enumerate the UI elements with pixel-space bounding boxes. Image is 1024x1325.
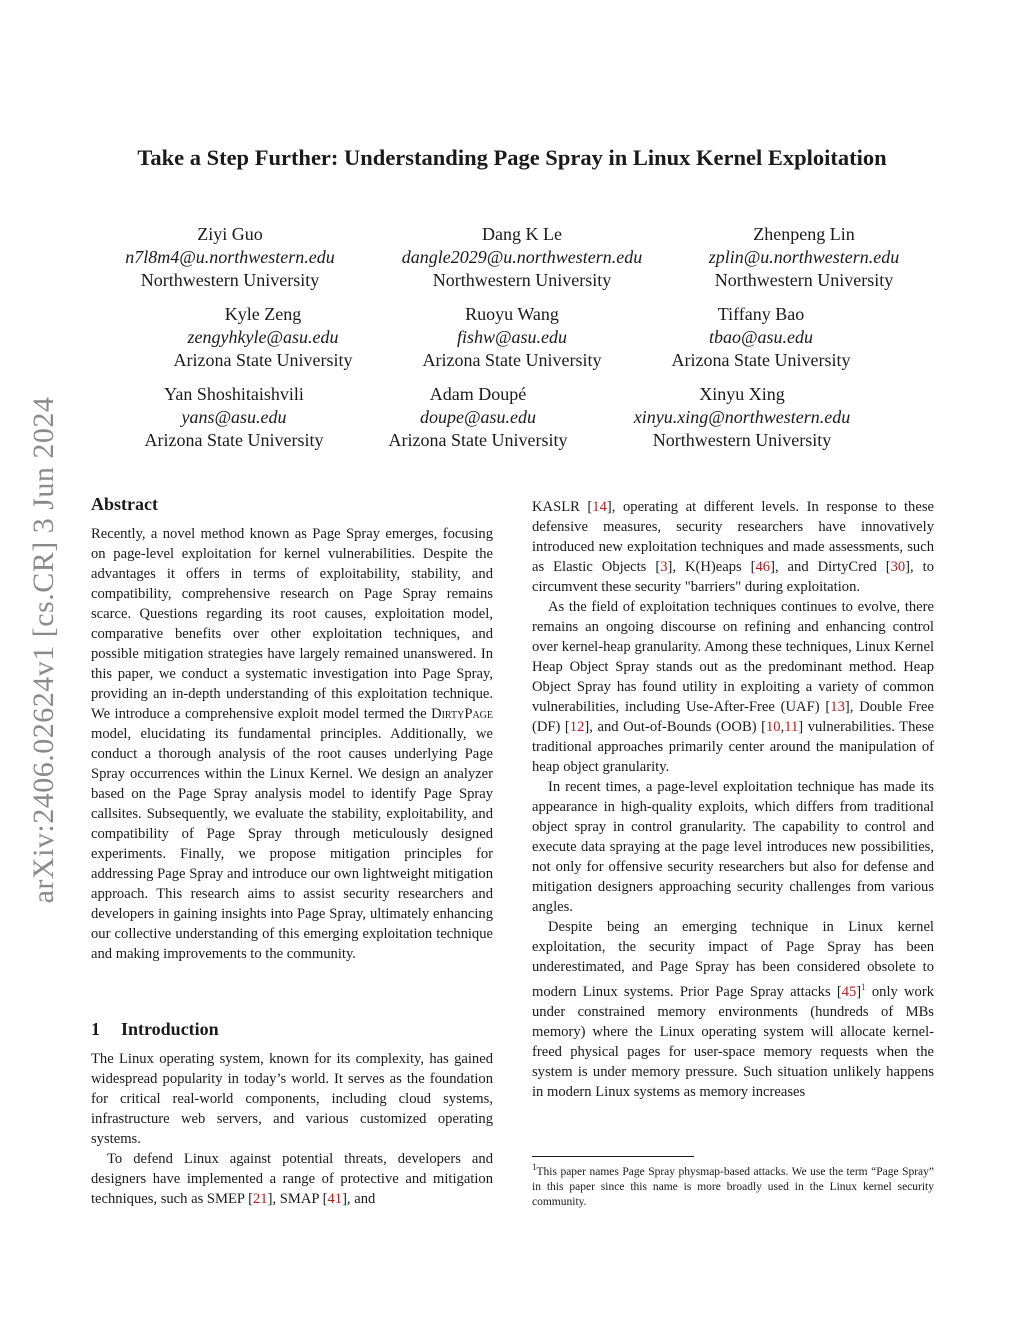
author-email: fishw@asu.edu	[456, 327, 568, 347]
section-number: 1	[91, 1019, 100, 1039]
citation-link[interactable]: 46	[755, 559, 771, 575]
citation-link[interactable]: 13	[830, 699, 845, 715]
intro-paragraph	[532, 597, 934, 777]
footnote-text: This paper names Page Spray physmap-based attacks. We use the term “Page Spray” in this paper since this name is more broadly used in the Linux kernel security community.	[532, 1165, 934, 1208]
author-name: Xinyu Xing	[699, 384, 785, 404]
intro-paragraph: In recent times, a page-level exploitation technique has made its appearance in high-quality exploits, which differs from traditional object spray in control granularity. The capability to control and execute data spraying at the page level introduces new possibilities, not only for offensive security researchers but also for defense and mitigation designers approaching security challenges from various angles.	[532, 779, 934, 915]
author-affiliation: Northwestern University	[140, 270, 320, 290]
citation-link[interactable]: 14	[592, 499, 607, 515]
author-name: Ziyi Guo	[197, 224, 263, 244]
author-affiliation: Arizona State University	[422, 350, 602, 370]
author-block	[80, 223, 380, 292]
author-email: tbao@asu.edu	[708, 327, 814, 347]
citation-link[interactable]: 12	[569, 719, 585, 735]
author-affiliation: Arizona State University	[173, 350, 353, 370]
author-affiliation: Arizona State University	[671, 350, 851, 370]
author-email: yans@asu.edu	[181, 407, 287, 427]
author-name: Yan Shoshitaishvili	[164, 384, 304, 404]
author-name: Dang K Le	[482, 224, 562, 244]
paper-title: Take a Step Further: Understanding Page Spray in Linux Kernel Exploitation	[137, 145, 887, 170]
author-name: Tiffany Bao	[717, 304, 805, 324]
author-email: n7l8m4@u.northwestern.edu	[125, 247, 335, 267]
author-email: zengyhkyle@asu.edu	[187, 327, 339, 347]
intro-text: ], and Out-of-Bounds (OOB) [	[584, 719, 766, 735]
intro-text: ], SMAP [	[267, 1191, 328, 1207]
citation-link[interactable]: 30	[890, 559, 906, 575]
section-title: Introduction	[121, 1019, 219, 1039]
dirtypage-term: DirtyPage	[431, 706, 493, 722]
intro-text: Despite being an emerging technique in Linux kernel exploitation, the security impact of Page Spray has been underestimated, and Page Spray has been considered obsolete to modern Linux systems. Prior Page Spray attacks [	[532, 919, 934, 1000]
introduction-body	[91, 1049, 493, 1209]
author-block	[611, 303, 911, 372]
citation-link[interactable]: 21	[253, 1191, 268, 1207]
intro-paragraph	[532, 497, 934, 597]
author-email: xinyu.xing@northwestern.edu	[633, 407, 851, 427]
author-email: dangle2029@u.northwestern.edu	[401, 247, 643, 267]
author-block	[372, 223, 672, 292]
abstract-heading: Abstract	[91, 494, 158, 514]
abstract-text: Recently, a novel method known as Page Spray emerges, focusing on page-level exploitation for kernel vulnerabilities. Despite the advantages it offers in terms of exploitability, stability, and compatibility, comprehensive research on Page Spray remains scarce. Questions regarding its root causes, exploitation model, comparative benefits over other exploitation techniques, and possible mitigation strategies have largely remained unanswered. In this paper, we conduct a systematic investigation into Page Spray, providing an in-depth understanding of this exploitation technique. We introduce a comprehensive exploit model termed the	[91, 526, 493, 722]
intro-text: only work under constrained memory environments (hundreds of MBs memory) where the Linux operating system will allocate kernel-freed physical pages for user-space memory requests when the system is under memory pressure. Such situation unlikely happens in modern Linux systems as memory increases	[532, 983, 934, 1100]
intro-text: To defend Linux against potential threats, developers and designers have implemented a range of protective and mitigation techniques, such as SMEP [	[91, 1151, 493, 1207]
intro-text: KASLR [	[532, 499, 593, 515]
intro-paragraph	[91, 1149, 493, 1209]
abstract-text: model, elucidating its fundamental principles. Additionally, we conduct a thorough analysis of the root causes underlying Page Spray occurrences within the Linux Kernel. We design an analyzer based on the Page Spray analysis model to identify Page Spray callsites. Subsequently, we evaluate the stability, exploitability, and compatibility of Page Spray through meticulously designed experiments. Finally, we propose mitigation principles for addressing Page Spray and introduce our own lightweight mitigation approach. This research aims to assist security researchers and developers in gaining insights into Page Spray, ultimately enhancing our collective understanding of this emerging exploitation technique and making improvements to the community.	[91, 726, 493, 962]
author-affiliation: Arizona State University	[144, 430, 324, 450]
footnote-number: 1	[532, 1162, 537, 1172]
footnote	[532, 1160, 934, 1210]
footnote-divider	[532, 1156, 694, 1157]
intro-text: ] vulnerabilities. These traditional approaches primarily center around the manipulation of heap object granularity.	[532, 719, 934, 775]
abstract-paragraph	[91, 524, 493, 964]
intro-text: ], operating at different levels. In response to these defensive measures, security researchers have innovatively introduced new exploitation techniques and made assessments, such as Elastic Objects [	[532, 499, 934, 575]
author-block	[328, 383, 628, 452]
arxiv-identifier: arXiv:2406.02624v1 [cs.CR] 3 Jun 2024	[27, 396, 60, 904]
author-name: Zhenpeng Lin	[753, 224, 855, 244]
intro-text: ], and DirtyCred [	[770, 559, 891, 575]
abstract-body	[91, 524, 493, 964]
arxiv-sidebar	[24, 370, 64, 930]
author-block	[592, 383, 892, 452]
intro-text: As the field of exploitation techniques continues to evolve, there remains an ongoing discourse on refining and enhancing control over kernel-heap granularity. Among these techniques, Linux Kernel Heap Object Spray stands out as the predominant method. Heap Object Spray has found utility in exploiting a variety of common vulnerabilities, including Use-After-Free (UAF) [	[532, 599, 934, 715]
author-affiliation: Northwestern University	[432, 270, 612, 290]
citation-link[interactable]: 10	[765, 719, 781, 735]
citation-link[interactable]: 11	[784, 719, 799, 735]
intro-text: ], and	[342, 1191, 376, 1207]
author-affiliation: Arizona State University	[388, 430, 568, 450]
citation-link[interactable]: 45	[841, 983, 857, 1000]
footnote-marker[interactable]: 1	[861, 982, 866, 992]
author-block	[654, 223, 954, 292]
citation-separator: ,	[780, 719, 785, 735]
author-name: Adam Doupé	[429, 384, 527, 404]
intro-text: ], Double Free (DF) [	[532, 699, 934, 735]
intro-text: ], to circumvent these security "barriers" during exploitation.	[532, 559, 934, 595]
author-name: Kyle Zeng	[224, 304, 302, 324]
intro-text: ], K(H)eaps [	[667, 559, 756, 575]
author-email: zplin@u.northwestern.edu	[708, 247, 900, 267]
intro-text: ]	[856, 983, 862, 1000]
author-affiliation: Northwestern University	[652, 430, 832, 450]
citation-link[interactable]: 41	[327, 1191, 343, 1207]
author-name: Ruoyu Wang	[465, 304, 559, 324]
section-heading-introduction	[91, 1019, 219, 1040]
citation-link[interactable]: 3	[660, 559, 668, 575]
intro-paragraph	[532, 917, 934, 1102]
intro-paragraph: The Linux operating system, known for its complexity, has gained widespread popularity in today’s world. It serves as the foundation for critical real-world components, including cloud systems, infrastructure web servers, and various customized operating systems.	[91, 1051, 493, 1147]
author-email: doupe@asu.edu	[419, 407, 537, 427]
author-affiliation: Northwestern University	[714, 270, 894, 290]
right-column-body	[532, 497, 934, 1102]
